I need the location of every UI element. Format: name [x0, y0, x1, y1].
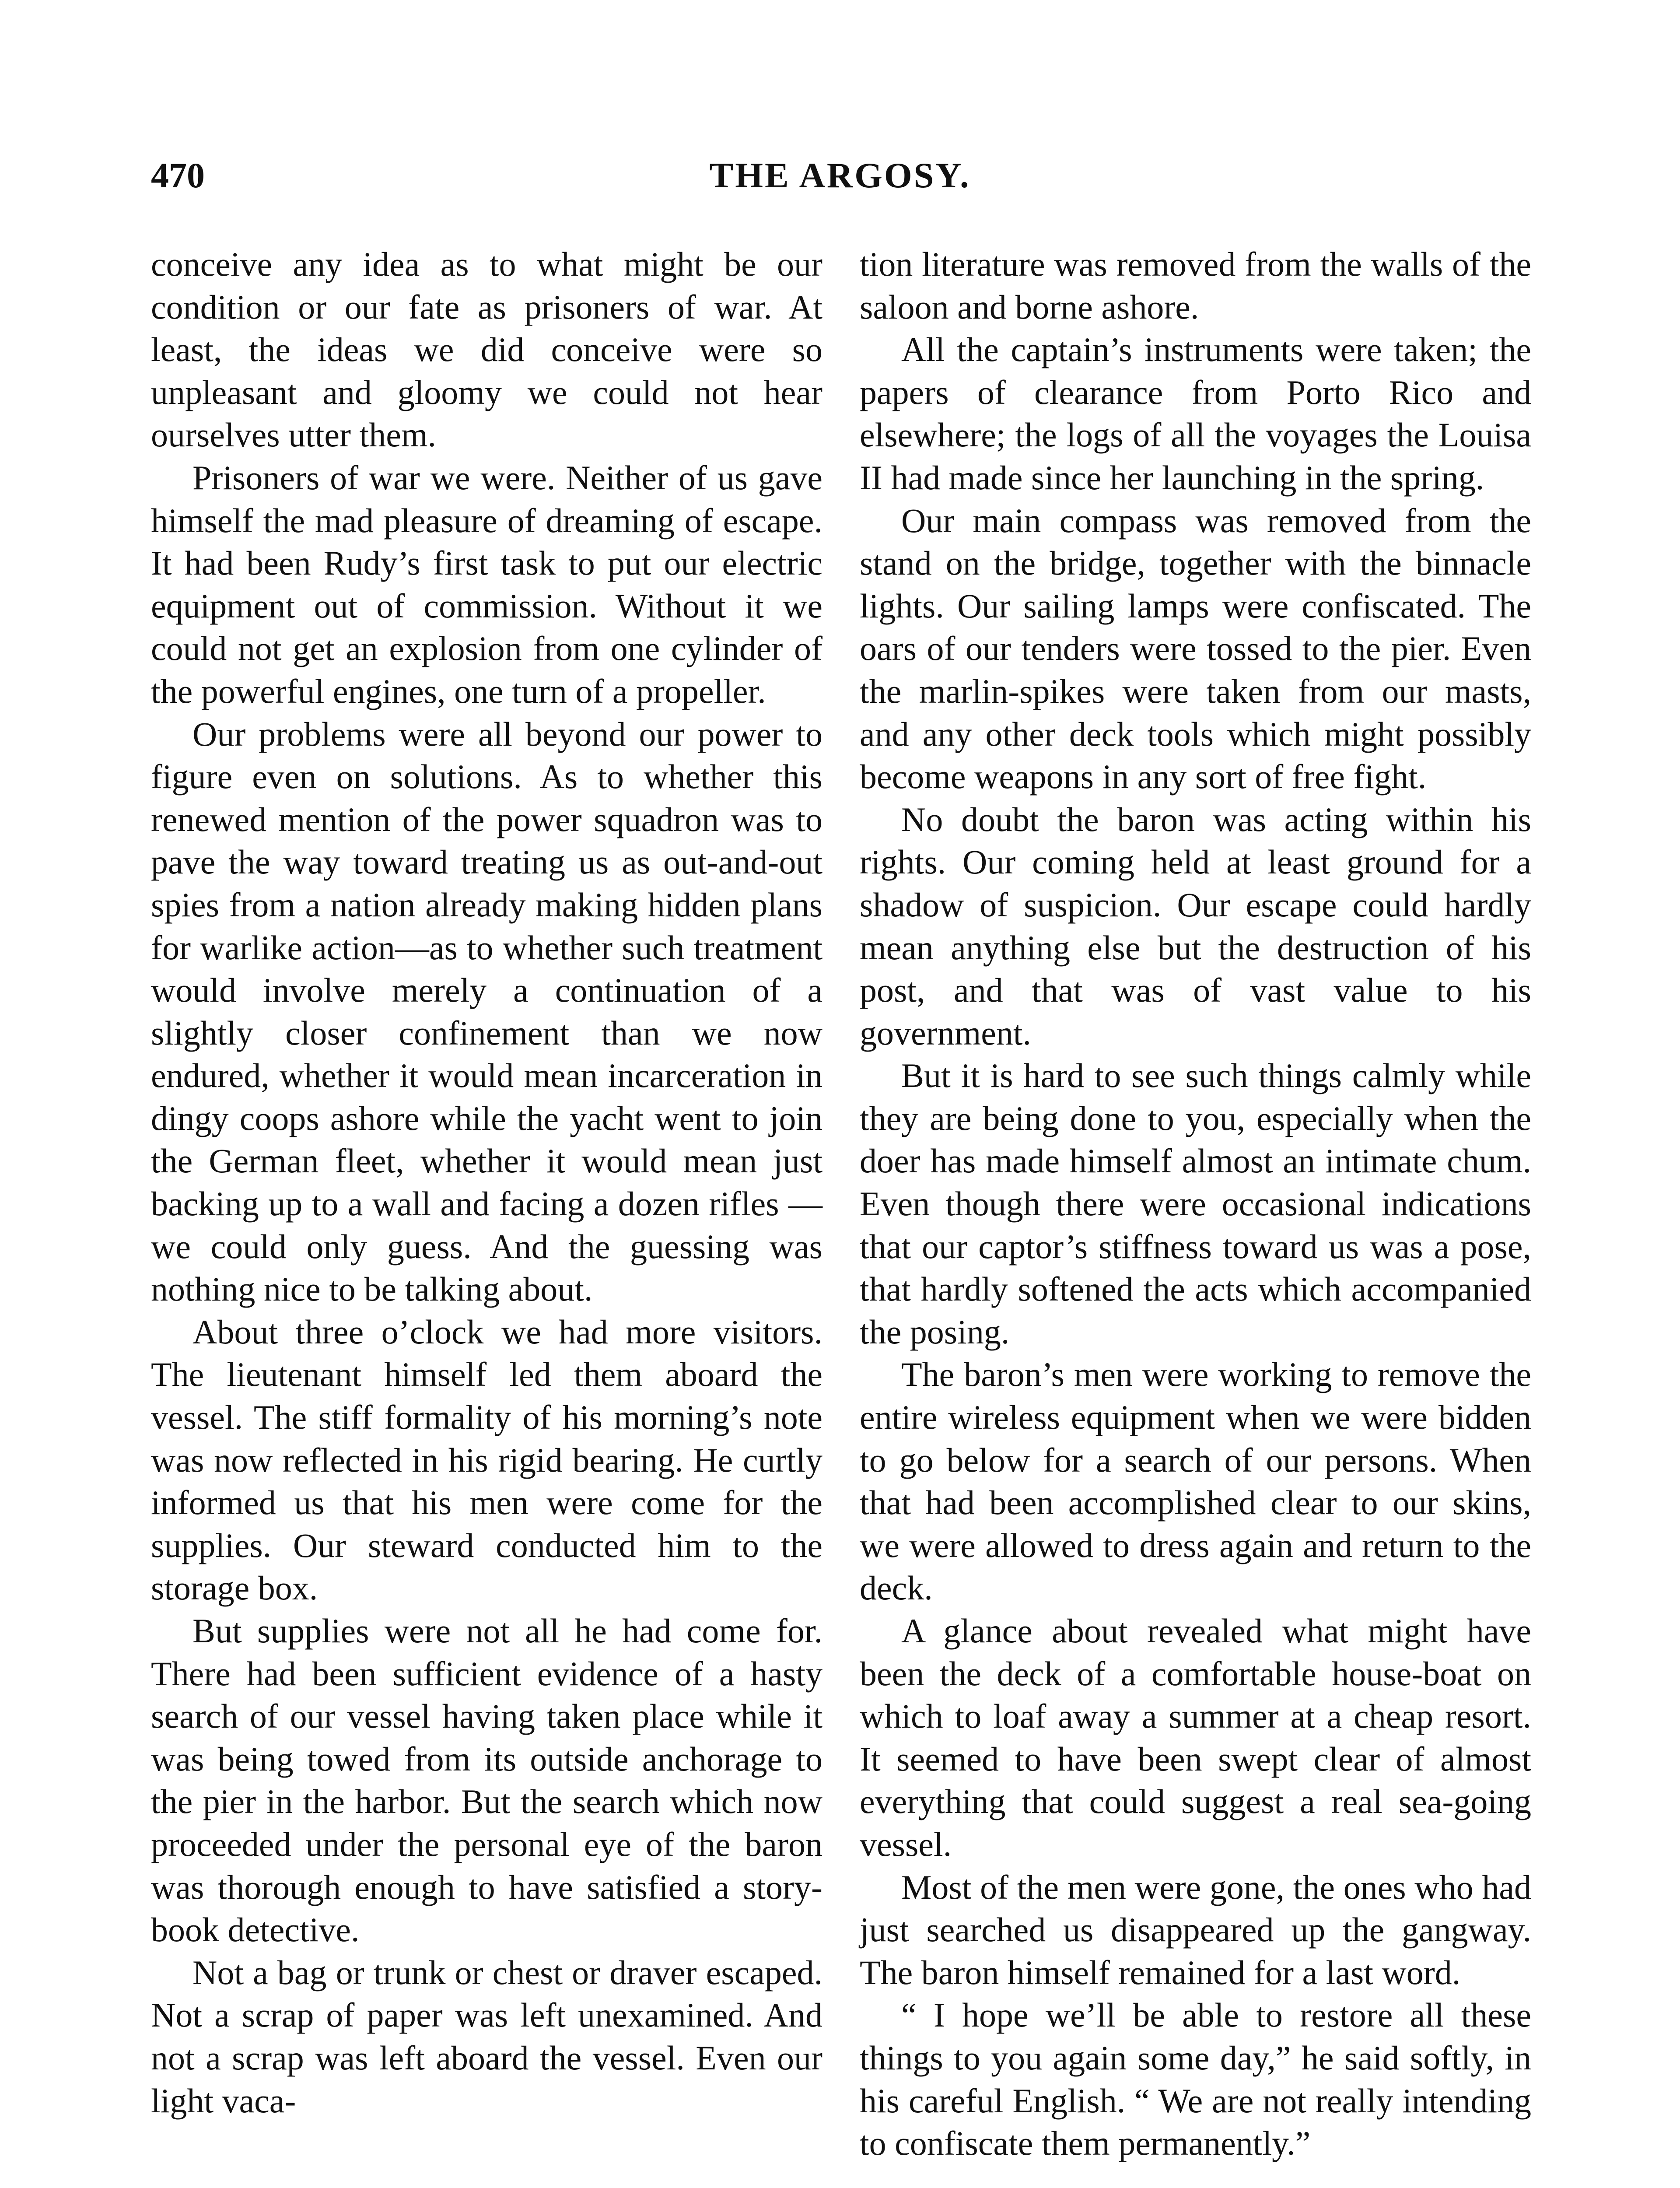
paragraph: Our main compass was removed from the stand on the bridge, together with the binnacle lights. Our sailing lamps were confiscated. The oars of our tenders were tossed to the pier. Even the marlin-spikes were taken from our masts, and any other deck tools which might possibly become weapons in any sort of free fight.: [860, 501, 1531, 796]
paragraph: A glance about revealed what might have been the deck of a comfortable house-boat on which to loaf away a summer at a cheap resort. It seemed to have been swept clear of almost everything that could suggest a real sea-going vessel.: [860, 1612, 1531, 1863]
paragraph: But it is hard to see such things calmly while they are being done to you, especially when the doer has made himself almost an intimate chum. Even though there were occasional indications that our captor’s stiffness toward us was a pose, that hardly softened the acts which accompanied the posing.: [860, 1056, 1531, 1351]
paragraph: Our problems were all beyond our power to figure even on solutions. As to whether this renewed mention of the power squadron was to pave the way toward treating us as out-and-out spies from a nation already making hidden plans for warlike action—as to whether such treatment would involve merely a continuation of a slightly closer confinement than we now endured, whether it would mean incarceration in dingy coops ashore while the yacht went to join the German fleet, whether it would mean just backing up to a wall and facing a dozen rifles — we could only guess. And the guessing was nothing nice to be talking about.: [151, 715, 822, 1308]
paragraph: “ I hope we’ll be able to restore all these things to you again some day,” he said softly, in his careful English. “ We are not really intending to confiscate them permanently.”: [860, 1996, 1531, 2163]
page-number: 470: [151, 155, 205, 195]
paragraph: All the captain’s instruments were taken; the papers of clearance from Porto Rico and elsewhere; the logs of all the voyages the Louisa II had made since her launching in the spring.: [860, 330, 1531, 497]
paragraph: tion literature was removed from the walls of the saloon and borne ashore.: [860, 245, 1531, 326]
paragraph: Not a bag or trunk or chest or draver escaped. Not a scrap of paper was left unexamined. And not a scrap was left aboard the vessel. Even our light vaca-: [151, 1953, 822, 2120]
paragraph: But supplies were not all he had come for. There had been sufficient evidence of a hasty search of our vessel having taken place while it was being towed from its outside anchorage to the pier in the harbor. But the search which now proceeded under the personal eye of the baron was thorough enough to have satisfied a story-book detective.: [151, 1612, 822, 1949]
paragraph: About three o’clock we had more visitors. The lieutenant himself led them aboard the vessel. The stiff formality of his morning’s note was now reflected in his rigid bearing. He curtly informed us that his men were come for the supplies. Our steward conducted him to the storage box.: [151, 1312, 822, 1607]
paragraph: The baron’s men were working to remove the entire wireless equipment when we were bidden to go below for a search of our persons. When that had been accomplished clear to our skins, we were allowed to dress again and return to the deck.: [860, 1355, 1531, 1607]
left-column: [151, 243, 822, 2122]
running-head: THE ARGOSY.: [709, 155, 971, 195]
right-column: [860, 243, 1531, 2165]
paragraph: Prisoners of war we were. Neither of us gave himself the mad pleasure of dreaming of escape. It had been Rudy’s first task to put our electric equipment out of commission. Without it we could not get an explosion from one cylinder of the powerful engines, one turn of a propeller.: [151, 458, 822, 710]
paragraph: No doubt the baron was acting within his rights. Our coming held at least ground for a shadow of suspicion. Our escape could hardly mean anything else but the destruction of his post, and that was of vast value to his government.: [860, 800, 1531, 1052]
paragraph: Most of the men were gone, the ones who had just searched us disappeared up the gangway. The baron himself remained for a last word.: [860, 1868, 1531, 1992]
paragraph: conceive any idea as to what might be our condition or our fate as prisoners of war. At least, the ideas we did conceive were so unpleasant and gloomy we could not hear ourselves utter them.: [151, 245, 822, 454]
